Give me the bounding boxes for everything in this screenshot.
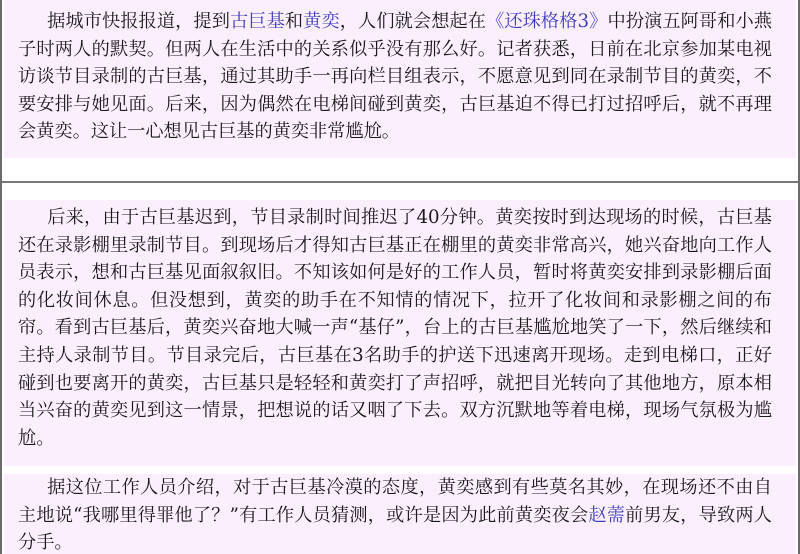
- link-gu-juji[interactable]: 古巨基: [230, 11, 285, 32]
- link-huang-yi[interactable]: 黄奕: [303, 11, 340, 32]
- paragraph-1-text-c: ，人们就会想起在: [339, 11, 487, 32]
- paragraph-1-text-b: 和: [284, 11, 304, 32]
- paragraph-1-text-a: 据城市快报报道，提到: [47, 11, 230, 32]
- paragraph-1-block: [4, 0, 796, 158]
- paragraph-1: [18, 8, 772, 146]
- paragraph-3: [18, 474, 772, 554]
- paragraph-1-text-d: 中扮演五阿哥和小燕子时两人的默契。但两人在生活中的关系似乎没有那么好。记者获悉，日前在北京参加某电视访谈节目录制的古巨基，通过其助手一再向栏目组表示，不愿意见到同在录制节目的黄奕，不要安排与她见面。后来，因为偶然在电梯间碰到黄奕，古巨基迫不得已打过招呼后，就不再理会黄奕。这让一心想见古巨基的黄奕非常尴尬。: [18, 11, 772, 143]
- section-divider: [2, 181, 798, 183]
- paragraph-3-block: [4, 474, 796, 554]
- paragraph-3-text-b: 前男友，导致两人分手。: [18, 504, 772, 554]
- link-huanzhu-gege-3[interactable]: 《还珠格格3》: [486, 11, 608, 32]
- paragraph-3-text-a: 据这位工作人员介绍，对于古巨基冷漠的态度，黄奕感到有些莫名其妙，在现场还不由自主地说“我哪里得罪他了？”有工作人员猜测，或许是因为此前黄奕夜会: [18, 477, 772, 526]
- paragraph-2-block: [4, 200, 796, 466]
- paragraph-2: 后来，由于古巨基迟到，节目录制时间推迟了40分钟。黄奕按时到达现场的时候，古巨基还在录影棚里录制节目。到现场后才得知古巨基正在棚里的黄奕非常高兴，她兴奋地向工作人员表示，想和古巨基见面叙叙旧。不知该如何是好的工作人员，暂时将黄奕安排到录影棚后面的化妆间休息。但没想到，黄奕的助手在不知情的情况下，拉开了化妆间和录影棚之间的布帘。看到古巨基后，黄奕兴奋地大喊一声“基仔”，台上的古巨基尴尬地笑了一下，然后继续和主持人录制节目。节目录完后，古巨基在3名助手的护送下迅速离开现场。走到电梯口，正好碰到也要离开的黄奕，古巨基只是轻轻和黄奕打了声招呼，就把目光转向了其他地方，原本相当兴奋的黄奕见到这一情景，把想说的话又咽了下去。双方沉默地等着电梯，现场气氛极为尴尬。: [18, 207, 772, 449]
- link-zhao-ru[interactable]: 赵薷: [588, 504, 626, 526]
